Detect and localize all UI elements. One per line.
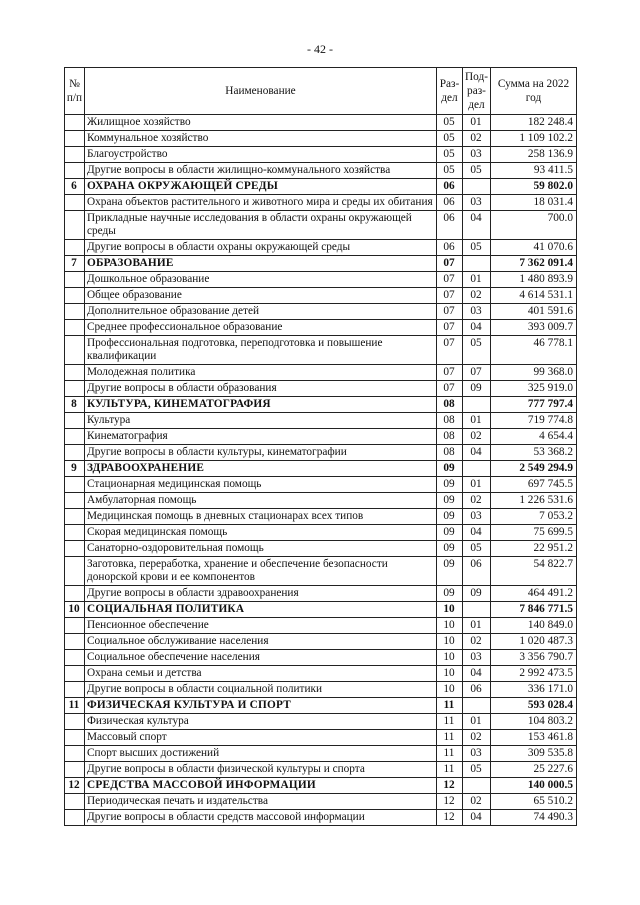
row-sum: 719 774.8 — [491, 413, 577, 429]
row-podrazdel: 03 — [463, 147, 491, 163]
row-number: 11 — [65, 698, 85, 714]
row-razdel: 11 — [437, 762, 463, 778]
table-row — [65, 288, 577, 304]
row-number — [65, 163, 85, 179]
header-name: Наименование — [85, 68, 437, 115]
row-number — [65, 336, 85, 365]
row-podrazdel — [463, 778, 491, 794]
row-sum: 4 614 531.1 — [491, 288, 577, 304]
row-sum: 309 535.8 — [491, 746, 577, 762]
row-sum: 1 020 487.3 — [491, 634, 577, 650]
row-razdel: 11 — [437, 730, 463, 746]
row-razdel: 07 — [437, 365, 463, 381]
row-name: Периодическая печать и издательства — [85, 794, 437, 810]
row-name: Социальное обеспечение населения — [85, 650, 437, 666]
row-number — [65, 147, 85, 163]
header-sum: Сумма на 2022 год — [491, 68, 577, 115]
row-name: Стационарная медицинская помощь — [85, 477, 437, 493]
row-podrazdel: 09 — [463, 381, 491, 397]
table-row — [65, 509, 577, 525]
row-number: 6 — [65, 179, 85, 195]
row-razdel: 06 — [437, 179, 463, 195]
row-name: Спорт высших достижений — [85, 746, 437, 762]
row-name: Другие вопросы в области охраны окружающей среды — [85, 240, 437, 256]
row-number — [65, 493, 85, 509]
row-number — [65, 509, 85, 525]
row-razdel: 09 — [437, 525, 463, 541]
row-number — [65, 666, 85, 682]
row-sum: 697 745.5 — [491, 477, 577, 493]
row-razdel: 07 — [437, 304, 463, 320]
table-row — [65, 147, 577, 163]
row-number: 9 — [65, 461, 85, 477]
row-name: Молодежная политика — [85, 365, 437, 381]
row-number — [65, 525, 85, 541]
row-razdel: 10 — [437, 634, 463, 650]
row-number — [65, 794, 85, 810]
row-number — [65, 682, 85, 698]
row-name: ОБРАЗОВАНИЕ — [85, 256, 437, 272]
row-razdel: 11 — [437, 746, 463, 762]
row-sum: 1 109 102.2 — [491, 131, 577, 147]
page-number: - 42 - — [307, 42, 333, 56]
row-number — [65, 714, 85, 730]
row-sum: 104 803.2 — [491, 714, 577, 730]
table-row — [65, 557, 577, 586]
table-row — [65, 714, 577, 730]
row-podrazdel: 04 — [463, 525, 491, 541]
row-podrazdel: 06 — [463, 557, 491, 586]
row-razdel: 06 — [437, 195, 463, 211]
row-razdel: 08 — [437, 429, 463, 445]
row-podrazdel: 01 — [463, 272, 491, 288]
row-number — [65, 429, 85, 445]
row-podrazdel: 04 — [463, 810, 491, 826]
row-number — [65, 413, 85, 429]
row-razdel: 08 — [437, 445, 463, 461]
row-sum: 2 549 294.9 — [491, 461, 577, 477]
table-row — [65, 211, 577, 240]
row-podrazdel: 02 — [463, 794, 491, 810]
table-row — [65, 618, 577, 634]
row-podrazdel: 04 — [463, 666, 491, 682]
row-number — [65, 762, 85, 778]
row-sum: 74 490.3 — [491, 810, 577, 826]
row-podrazdel: 02 — [463, 730, 491, 746]
row-razdel: 05 — [437, 163, 463, 179]
row-name: Скорая медицинская помощь — [85, 525, 437, 541]
row-name: Охрана объектов растительного и животного мира и среды их обитания — [85, 195, 437, 211]
row-podrazdel: 04 — [463, 211, 491, 240]
table-row — [65, 762, 577, 778]
row-sum: 75 699.5 — [491, 525, 577, 541]
table-row — [65, 429, 577, 445]
table-row — [65, 493, 577, 509]
row-razdel: 07 — [437, 381, 463, 397]
row-name: Жилищное хозяйство — [85, 115, 437, 131]
table-row — [65, 794, 577, 810]
row-name: Социальное обслуживание населения — [85, 634, 437, 650]
row-podrazdel: 05 — [463, 762, 491, 778]
row-name: Дошкольное образование — [85, 272, 437, 288]
row-podrazdel: 05 — [463, 541, 491, 557]
row-number — [65, 810, 85, 826]
row-number — [65, 557, 85, 586]
row-sum: 65 510.2 — [491, 794, 577, 810]
row-podrazdel: 01 — [463, 477, 491, 493]
table-body — [65, 115, 577, 826]
row-podrazdel — [463, 461, 491, 477]
row-razdel: 11 — [437, 714, 463, 730]
row-name: Прикладные научные исследования в области охраны окружающей среды — [85, 211, 437, 240]
row-razdel: 10 — [437, 618, 463, 634]
row-number — [65, 240, 85, 256]
table-row — [65, 304, 577, 320]
row-name: Культура — [85, 413, 437, 429]
row-razdel: 12 — [437, 794, 463, 810]
row-sum: 54 822.7 — [491, 557, 577, 586]
row-podrazdel: 03 — [463, 650, 491, 666]
row-name: Другие вопросы в области средств массовой информации — [85, 810, 437, 826]
row-name: Коммунальное хозяйство — [85, 131, 437, 147]
row-podrazdel: 01 — [463, 413, 491, 429]
row-number — [65, 320, 85, 336]
header-razdel: Раз-дел — [437, 68, 463, 115]
row-razdel: 12 — [437, 778, 463, 794]
row-sum: 393 009.7 — [491, 320, 577, 336]
row-name: ФИЗИЧЕСКАЯ КУЛЬТУРА И СПОРТ — [85, 698, 437, 714]
row-sum: 1 226 531.6 — [491, 493, 577, 509]
row-razdel: 07 — [437, 272, 463, 288]
row-sum: 4 654.4 — [491, 429, 577, 445]
row-number: 10 — [65, 602, 85, 618]
row-sum: 7 362 091.4 — [491, 256, 577, 272]
row-name: Дополнительное образование детей — [85, 304, 437, 320]
row-name: ОХРАНА ОКРУЖАЮЩЕЙ СРЕДЫ — [85, 179, 437, 195]
row-number — [65, 272, 85, 288]
row-podrazdel: 04 — [463, 445, 491, 461]
row-razdel: 12 — [437, 810, 463, 826]
row-podrazdel: 01 — [463, 618, 491, 634]
row-number — [65, 730, 85, 746]
row-name: Другие вопросы в области социальной политики — [85, 682, 437, 698]
row-name: Другие вопросы в области образования — [85, 381, 437, 397]
row-name: Среднее профессиональное образование — [85, 320, 437, 336]
row-podrazdel: 03 — [463, 304, 491, 320]
row-podrazdel: 03 — [463, 746, 491, 762]
row-sum: 7 053.2 — [491, 509, 577, 525]
row-sum: 401 591.6 — [491, 304, 577, 320]
row-number: 12 — [65, 778, 85, 794]
row-razdel: 10 — [437, 666, 463, 682]
row-razdel: 05 — [437, 131, 463, 147]
row-razdel: 07 — [437, 256, 463, 272]
row-sum: 22 951.2 — [491, 541, 577, 557]
row-sum: 1 480 893.9 — [491, 272, 577, 288]
row-podrazdel — [463, 602, 491, 618]
row-razdel: 07 — [437, 336, 463, 365]
row-razdel: 08 — [437, 397, 463, 413]
row-razdel: 09 — [437, 461, 463, 477]
row-razdel: 09 — [437, 557, 463, 586]
section-row — [65, 256, 577, 272]
row-razdel: 07 — [437, 320, 463, 336]
row-podrazdel: 02 — [463, 131, 491, 147]
row-number — [65, 195, 85, 211]
row-name: СРЕДСТВА МАССОВОЙ ИНФОРМАЦИИ — [85, 778, 437, 794]
table-row — [65, 336, 577, 365]
table-row — [65, 477, 577, 493]
row-number — [65, 634, 85, 650]
table-row — [65, 682, 577, 698]
row-number — [65, 477, 85, 493]
row-number — [65, 618, 85, 634]
row-razdel: 06 — [437, 211, 463, 240]
row-razdel: 05 — [437, 115, 463, 131]
table-row — [65, 445, 577, 461]
row-name: Общее образование — [85, 288, 437, 304]
row-podrazdel: 09 — [463, 586, 491, 602]
row-podrazdel: 01 — [463, 714, 491, 730]
row-podrazdel: 05 — [463, 163, 491, 179]
table-row — [65, 634, 577, 650]
row-number — [65, 445, 85, 461]
row-sum: 18 031.4 — [491, 195, 577, 211]
row-sum: 3 356 790.7 — [491, 650, 577, 666]
row-sum: 593 028.4 — [491, 698, 577, 714]
row-number — [65, 650, 85, 666]
row-number — [65, 365, 85, 381]
section-row — [65, 602, 577, 618]
row-podrazdel — [463, 256, 491, 272]
row-number — [65, 131, 85, 147]
section-row — [65, 179, 577, 195]
section-row — [65, 778, 577, 794]
row-sum: 464 491.2 — [491, 586, 577, 602]
row-name: Профессиональная подготовка, переподготовка и повышение квалификации — [85, 336, 437, 365]
section-row — [65, 461, 577, 477]
table-row — [65, 413, 577, 429]
row-razdel: 06 — [437, 240, 463, 256]
row-podrazdel: 03 — [463, 195, 491, 211]
section-row — [65, 397, 577, 413]
row-sum: 140 000.5 — [491, 778, 577, 794]
table-row — [65, 115, 577, 131]
row-podrazdel: 04 — [463, 320, 491, 336]
table-row — [65, 163, 577, 179]
row-podrazdel: 06 — [463, 682, 491, 698]
row-podrazdel: 01 — [463, 115, 491, 131]
row-sum: 182 248.4 — [491, 115, 577, 131]
row-sum: 46 778.1 — [491, 336, 577, 365]
row-razdel: 09 — [437, 586, 463, 602]
table-row — [65, 730, 577, 746]
row-sum: 25 227.6 — [491, 762, 577, 778]
row-number — [65, 288, 85, 304]
row-number — [65, 586, 85, 602]
row-sum: 140 849.0 — [491, 618, 577, 634]
row-name: Другие вопросы в области жилищно-коммунального хозяйства — [85, 163, 437, 179]
table-row — [65, 666, 577, 682]
row-name: СОЦИАЛЬНАЯ ПОЛИТИКА — [85, 602, 437, 618]
table-row — [65, 541, 577, 557]
row-razdel: 10 — [437, 602, 463, 618]
budget-table — [64, 67, 577, 826]
table-row — [65, 381, 577, 397]
row-sum: 325 919.0 — [491, 381, 577, 397]
row-razdel: 10 — [437, 682, 463, 698]
row-number: 8 — [65, 397, 85, 413]
row-podrazdel — [463, 698, 491, 714]
row-sum: 258 136.9 — [491, 147, 577, 163]
header-podrazdel: Под-раз-дел — [463, 68, 491, 115]
row-name: Охрана семьи и детства — [85, 666, 437, 682]
row-name: Кинематография — [85, 429, 437, 445]
row-podrazdel: 02 — [463, 493, 491, 509]
row-name: Санаторно-оздоровительная помощь — [85, 541, 437, 557]
row-name: Другие вопросы в области физической культуры и спорта — [85, 762, 437, 778]
row-podrazdel — [463, 397, 491, 413]
row-podrazdel: 02 — [463, 429, 491, 445]
row-name: Благоустройство — [85, 147, 437, 163]
row-podrazdel: 05 — [463, 240, 491, 256]
row-sum: 153 461.8 — [491, 730, 577, 746]
table-row — [65, 810, 577, 826]
row-number: 7 — [65, 256, 85, 272]
row-sum: 2 992 473.5 — [491, 666, 577, 682]
table-row — [65, 525, 577, 541]
header-num: № п/п — [65, 68, 85, 115]
row-number — [65, 304, 85, 320]
row-podrazdel — [463, 179, 491, 195]
table-row — [65, 272, 577, 288]
row-name: Физическая культура — [85, 714, 437, 730]
row-name: Другие вопросы в области культуры, кинематографии — [85, 445, 437, 461]
row-number — [65, 211, 85, 240]
row-name: Заготовка, переработка, хранение и обеспечение безопасности донорской крови и ее компонентов — [85, 557, 437, 586]
table-row — [65, 320, 577, 336]
row-name: Медицинская помощь в дневных стационарах всех типов — [85, 509, 437, 525]
row-podrazdel: 02 — [463, 288, 491, 304]
table-row — [65, 365, 577, 381]
row-sum: 93 411.5 — [491, 163, 577, 179]
row-razdel: 09 — [437, 509, 463, 525]
row-podrazdel: 02 — [463, 634, 491, 650]
table-row — [65, 131, 577, 147]
row-sum: 99 368.0 — [491, 365, 577, 381]
table-row — [65, 195, 577, 211]
row-sum: 700.0 — [491, 211, 577, 240]
table-row — [65, 746, 577, 762]
table-header-row — [65, 68, 577, 115]
row-sum: 7 846 771.5 — [491, 602, 577, 618]
row-razdel: 10 — [437, 650, 463, 666]
row-name: Амбулаторная помощь — [85, 493, 437, 509]
row-name: КУЛЬТУРА, КИНЕМАТОГРАФИЯ — [85, 397, 437, 413]
row-sum: 41 070.6 — [491, 240, 577, 256]
row-razdel: 11 — [437, 698, 463, 714]
row-name: Пенсионное обеспечение — [85, 618, 437, 634]
row-name: Массовый спорт — [85, 730, 437, 746]
row-number — [65, 381, 85, 397]
row-number — [65, 541, 85, 557]
row-razdel: 09 — [437, 493, 463, 509]
row-podrazdel: 03 — [463, 509, 491, 525]
row-razdel: 09 — [437, 541, 463, 557]
row-sum: 336 171.0 — [491, 682, 577, 698]
row-name: Другие вопросы в области здравоохранения — [85, 586, 437, 602]
row-podrazdel: 07 — [463, 365, 491, 381]
row-number — [65, 115, 85, 131]
row-sum: 53 368.2 — [491, 445, 577, 461]
table-row — [65, 650, 577, 666]
table-row — [65, 240, 577, 256]
row-razdel: 08 — [437, 413, 463, 429]
table-row — [65, 586, 577, 602]
row-name: ЗДРАВООХРАНЕНИЕ — [85, 461, 437, 477]
row-sum: 777 797.4 — [491, 397, 577, 413]
row-razdel: 07 — [437, 288, 463, 304]
row-sum: 59 802.0 — [491, 179, 577, 195]
section-row — [65, 698, 577, 714]
row-number — [65, 746, 85, 762]
row-razdel: 09 — [437, 477, 463, 493]
row-razdel: 05 — [437, 147, 463, 163]
row-podrazdel: 05 — [463, 336, 491, 365]
